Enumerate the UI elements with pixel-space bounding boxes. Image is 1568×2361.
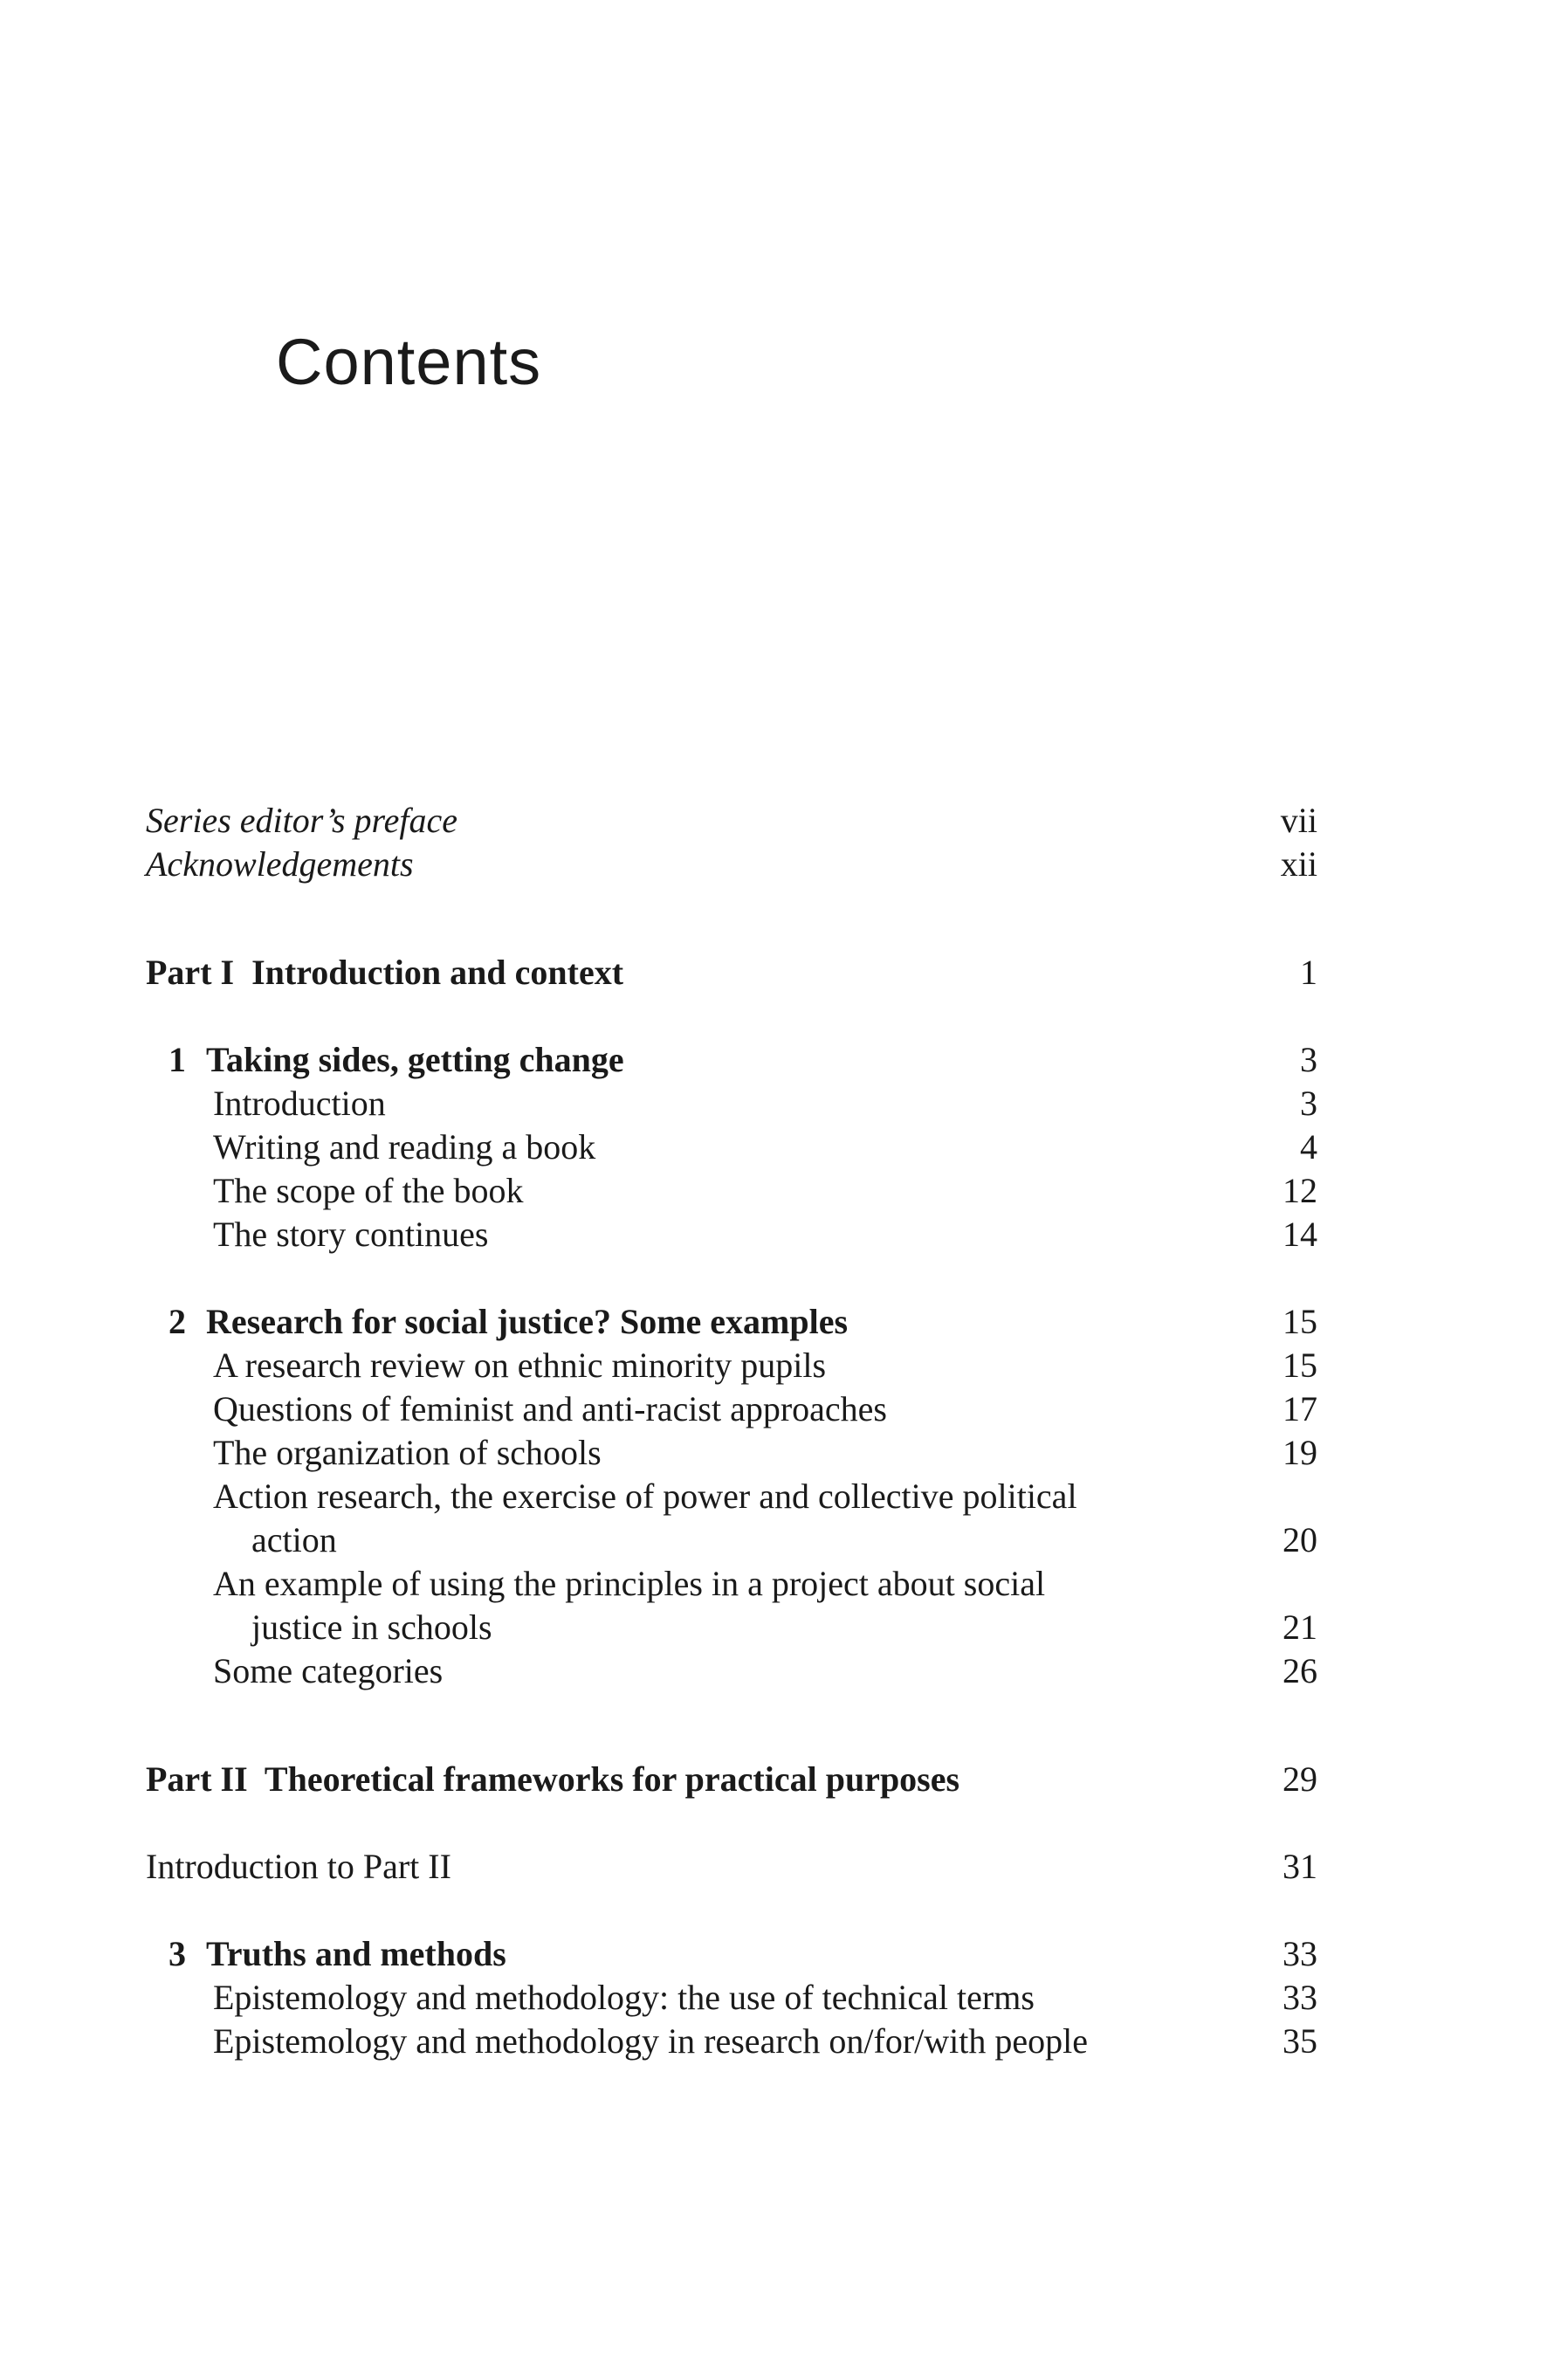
- toc-section[interactable]: [146, 1125, 1317, 1169]
- toc-chapter-3[interactable]: [146, 1932, 1317, 1976]
- toc-section[interactable]: [146, 1649, 1317, 1693]
- toc-page-number: 17: [1283, 1389, 1317, 1428]
- chapter-number: 3: [168, 1934, 186, 1973]
- toc-page-number: 33: [1283, 1934, 1317, 1973]
- toc-page-number: xii: [1280, 844, 1317, 884]
- toc-section[interactable]: [146, 1387, 1317, 1431]
- toc-page-number: vii: [1280, 801, 1317, 840]
- toc-section-line-1: Action research, the exercise of power and collective political: [213, 1476, 1077, 1516]
- chapter-number: 2: [168, 1302, 186, 1341]
- toc-section[interactable]: [146, 1082, 1317, 1125]
- table-of-contents: [146, 799, 1317, 2063]
- toc-section-line-2: justice in schools: [251, 1607, 492, 1647]
- toc-section[interactable]: [146, 1213, 1317, 1256]
- toc-page-number: 3: [1300, 1040, 1317, 1079]
- toc-chapter-label: Truths and methods: [206, 1934, 506, 1973]
- toc-page-number: 19: [1283, 1433, 1317, 1472]
- toc-part-2[interactable]: [146, 1758, 1317, 1801]
- toc-page-number: 15: [1283, 1302, 1317, 1341]
- toc-entry-acknowledgements[interactable]: [146, 843, 1317, 886]
- toc-section[interactable]: [146, 2020, 1317, 2063]
- toc-section[interactable]: [146, 1431, 1317, 1475]
- toc-chapter-2[interactable]: [146, 1300, 1317, 1344]
- toc-chapter-label: Research for social justice? Some examples: [206, 1302, 849, 1341]
- toc-page-number: 15: [1283, 1346, 1317, 1385]
- toc-section-label: Introduction: [213, 1084, 386, 1123]
- toc-section-line-2: action: [251, 1520, 337, 1559]
- toc-section[interactable]: [146, 1344, 1317, 1387]
- toc-section-label: [213, 1562, 1045, 1649]
- toc-page-number: 4: [1300, 1127, 1317, 1167]
- toc-section[interactable]: [146, 1169, 1317, 1213]
- toc-section[interactable]: [146, 1562, 1317, 1649]
- toc-page-number: 33: [1283, 1978, 1317, 2017]
- toc-page-number: 20: [1283, 1520, 1317, 1559]
- toc-section[interactable]: [146, 1976, 1317, 2020]
- page-title: Contents: [276, 326, 542, 398]
- toc-part-1[interactable]: [146, 951, 1317, 995]
- toc-entry-series-preface[interactable]: [146, 799, 1317, 843]
- toc-section-label: The story continues: [213, 1215, 489, 1254]
- toc-page-number: 29: [1283, 1759, 1317, 1799]
- toc-section-label: The organization of schools: [213, 1433, 602, 1472]
- toc-page-number: 35: [1283, 2021, 1317, 2061]
- toc-section-line-1: An example of using the principles in a project about social: [213, 1564, 1046, 1603]
- toc-section-label: A research review on ethnic minority pupils: [213, 1346, 827, 1385]
- toc-section-label: Epistemology and methodology in research on/for/with people: [213, 2021, 1088, 2061]
- toc-page-number: 14: [1283, 1215, 1317, 1254]
- toc-page-number: 3: [1300, 1084, 1317, 1123]
- toc-section-label: Questions of feminist and anti-racist approaches: [213, 1389, 887, 1428]
- toc-section-label: Writing and reading a book: [213, 1127, 596, 1167]
- toc-section-label: Some categories: [213, 1651, 444, 1690]
- toc-entry-label: Series editor’s preface: [146, 801, 457, 840]
- toc-entry-label: Introduction to Part II: [146, 1847, 451, 1886]
- toc-page-number: 1: [1300, 953, 1317, 992]
- toc-chapter-label: Taking sides, getting change: [206, 1040, 624, 1079]
- toc-section-label: The scope of the book: [213, 1171, 524, 1210]
- toc-page-number: 12: [1283, 1171, 1317, 1210]
- chapter-number: 1: [168, 1040, 186, 1079]
- toc-section[interactable]: [146, 1475, 1317, 1562]
- toc-section-label: Epistemology and methodology: the use of technical terms: [213, 1978, 1035, 2017]
- toc-part-label: Part II Theoretical frameworks for practical purposes: [146, 1759, 960, 1799]
- toc-intro-part-2[interactable]: [146, 1845, 1317, 1889]
- toc-part-label: Part I Introduction and context: [146, 953, 624, 992]
- toc-page-number: 21: [1283, 1607, 1317, 1647]
- toc-section-label: [213, 1475, 1077, 1562]
- toc-page-number: 26: [1283, 1651, 1317, 1690]
- toc-page-number: 31: [1283, 1847, 1317, 1886]
- toc-entry-label: Acknowledgements: [146, 844, 414, 884]
- toc-chapter-1[interactable]: [146, 1038, 1317, 1082]
